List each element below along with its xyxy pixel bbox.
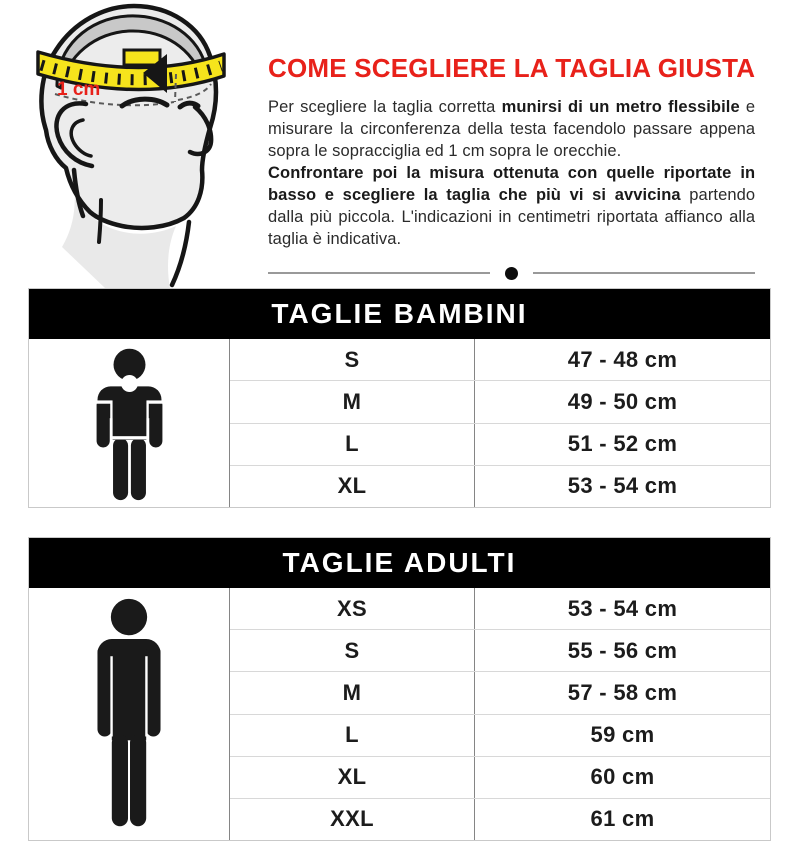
instructions-column xyxy=(265,0,800,288)
tape-end-tab xyxy=(124,50,160,65)
head-with-tape-icon xyxy=(0,0,265,288)
kids-size-rows xyxy=(230,339,770,507)
table-row xyxy=(230,629,770,671)
intro-text-segment: partendo dalla più piccola. L'indicazioni in centimetri riportata affianco alla taglia è indicativa. xyxy=(268,185,756,248)
intro-text-segment: Per scegliere la taglia corretta xyxy=(268,97,502,116)
size-label: S xyxy=(230,339,475,380)
intro-paragraph-1 xyxy=(268,96,755,162)
divider-dot-icon xyxy=(505,267,518,280)
page-title: COME SCEGLIERE LA TAGLIA GIUSTA xyxy=(268,53,756,83)
adults-size-rows xyxy=(230,588,770,840)
table-row xyxy=(230,756,770,798)
divider-line-left xyxy=(268,272,490,274)
size-range: 47 - 48 cm xyxy=(567,346,678,372)
size-range: 57 - 58 cm xyxy=(567,679,678,705)
size-label: XL xyxy=(230,466,475,507)
size-label: L xyxy=(230,424,475,465)
adults-size-table xyxy=(28,537,771,841)
adults-table-body xyxy=(29,588,770,840)
size-range: 59 cm xyxy=(590,722,655,748)
measuring-instructions-section xyxy=(0,0,800,288)
intro-text-segment: e misurare la circonferenza della testa facendolo passare appena sopra le sopracciglia ed 1 cm sopra le orecchie. xyxy=(268,97,756,160)
size-label: XS xyxy=(230,588,475,629)
size-label: S xyxy=(230,630,475,671)
intro-text-segment: Confrontare poi la misura ottenuta con quelle riportate in basso e scegliere la taglia che più vi si avvicina xyxy=(268,163,756,204)
size-range: 61 cm xyxy=(590,806,655,832)
table-row xyxy=(230,798,770,840)
kids-table-title: TAGLIE BAMBINI xyxy=(29,289,770,339)
child-icon xyxy=(29,339,230,507)
size-label: M xyxy=(230,381,475,422)
size-range: 51 - 52 cm xyxy=(567,431,678,457)
divider-line-right xyxy=(533,272,755,274)
table-row xyxy=(230,588,770,629)
size-label: XL xyxy=(230,757,475,798)
adult-icon xyxy=(29,588,230,840)
kids-size-table xyxy=(28,288,771,508)
intro-text-segment: munirsi di un metro flessibile xyxy=(501,97,740,116)
size-range: 55 - 56 cm xyxy=(567,637,678,663)
measure-label: 1 cm xyxy=(57,79,101,100)
size-range: 49 - 50 cm xyxy=(567,388,678,414)
size-label: L xyxy=(230,715,475,756)
neck-mid-line xyxy=(99,200,101,242)
table-row xyxy=(230,465,770,507)
size-range: 60 cm xyxy=(590,764,655,790)
intro-text xyxy=(268,96,755,250)
table-row xyxy=(230,380,770,422)
table-row xyxy=(230,423,770,465)
adult-pictogram xyxy=(85,597,173,832)
size-label: XXL xyxy=(230,799,475,840)
section-divider xyxy=(268,267,755,280)
table-row xyxy=(230,339,770,380)
size-label: M xyxy=(230,672,475,713)
table-row xyxy=(230,671,770,713)
intro-paragraph-2 xyxy=(268,162,755,250)
size-range: 53 - 54 cm xyxy=(567,595,678,621)
kids-table-body xyxy=(29,339,770,507)
table-row xyxy=(230,714,770,756)
child-pictogram xyxy=(87,344,172,502)
size-range: 53 - 54 cm xyxy=(567,473,678,499)
adults-table-title: TAGLIE ADULTI xyxy=(29,538,770,588)
neck-front-line xyxy=(172,222,189,285)
head-measurement-illustration xyxy=(0,0,265,288)
